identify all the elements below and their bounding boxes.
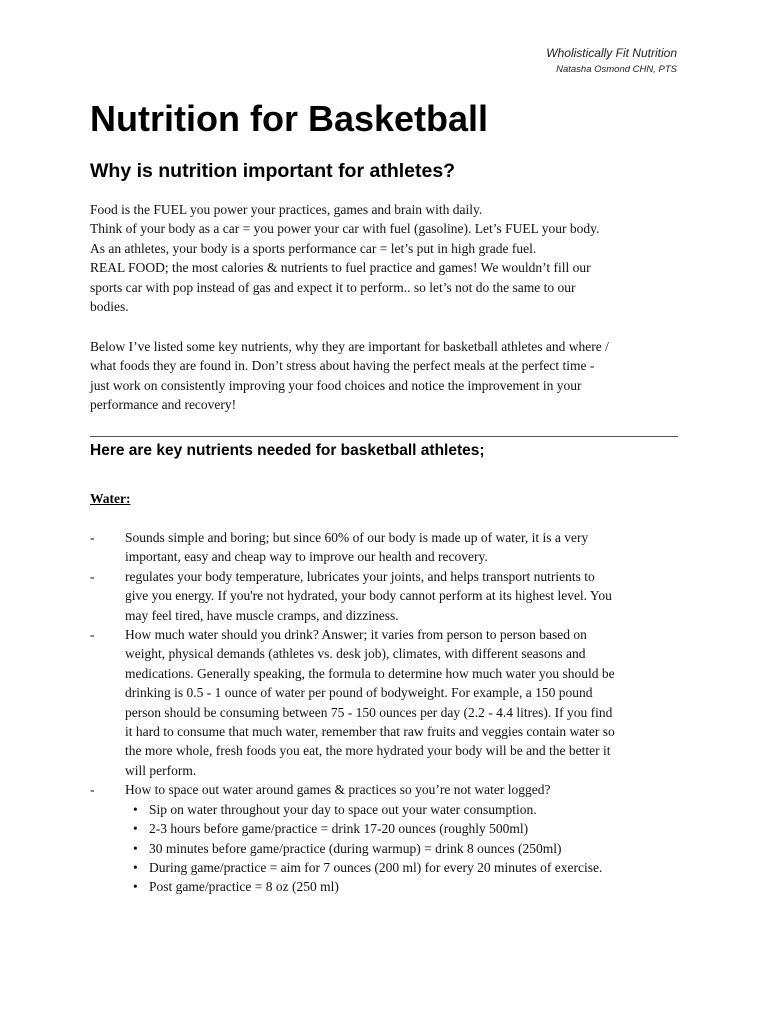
list-item-line: will perform. bbox=[125, 762, 197, 778]
nutrients-intro-line: Below I’ve listed some key nutrients, why they are important for basketball athletes and where / bbox=[90, 339, 609, 354]
list-item bbox=[90, 780, 690, 896]
nutrients-intro-line: performance and recovery! bbox=[90, 397, 237, 413]
bullet-text: During game/practice = aim for 7 ounces (200 ml) for every 20 minutes of exercise. bbox=[149, 859, 603, 875]
bullet-item bbox=[133, 877, 690, 896]
dash-marker: - bbox=[90, 568, 95, 584]
bullet-item bbox=[133, 858, 690, 877]
list-item bbox=[90, 528, 690, 567]
intro-line: REAL FOOD; the most calories & nutrients to fuel practice and games! We wouldn’t fill our bbox=[90, 260, 591, 276]
intro-line: sports car with pop instead of gas and expect it to perform.. so let’s not do the same to our bbox=[90, 279, 576, 295]
dash-marker: - bbox=[90, 530, 95, 545]
intro-line: Food is the FUEL you power your practices, games and brain with daily. bbox=[90, 202, 483, 217]
page-title: Nutrition for Basketball bbox=[90, 98, 489, 139]
dash-marker: - bbox=[90, 627, 95, 643]
header-brand: Wholistically Fit Nutrition bbox=[546, 46, 677, 60]
intro-line: Think of your body as a car = you power your car with fuel (gasoline). Let’s FUEL your body. bbox=[90, 221, 600, 237]
list-item-line: it hard to consume that much water, remember that raw fruits and veggies contain water so bbox=[125, 724, 615, 740]
section-heading: Here are key nutrients needed for basketball athletes; bbox=[90, 442, 485, 459]
list-item-line: weight, physical demands (athletes vs. desk job), climates, with different seasons and bbox=[125, 646, 586, 662]
bullet-marker: • bbox=[133, 801, 138, 817]
list-item-line: the more whole, fresh foods you eat, the more hydrated your body will be and the better it bbox=[125, 743, 611, 759]
bullet-marker: • bbox=[133, 879, 138, 895]
bullet-marker: • bbox=[133, 859, 138, 875]
bullet-item bbox=[133, 819, 690, 838]
horizontal-divider bbox=[90, 436, 678, 437]
header-author: Natasha Osmond CHN, PTS bbox=[556, 64, 677, 75]
list-item-line: How to space out water around games & practices so you’re not water logged? bbox=[125, 782, 551, 798]
list-item bbox=[90, 625, 690, 780]
bullet-item bbox=[133, 800, 690, 819]
page-subtitle: Why is nutrition important for athletes? bbox=[90, 160, 456, 182]
list-item-line: regulates your body temperature, lubricates your joints, and helps transport nutrients to bbox=[125, 568, 595, 584]
bullet-marker: • bbox=[133, 821, 138, 837]
intro-line: As an athletes, your body is a sports performance car = let’s put in high grade fuel. bbox=[90, 240, 537, 256]
bullet-text: Sip on water throughout your day to space out your water consumption. bbox=[149, 801, 537, 817]
list-item-line: drinking is 0.5 - 1 ounce of water per pound of bodyweight. For example, a 150 pound bbox=[125, 685, 593, 701]
list-item-line: important, easy and cheap way to improve our health and recovery. bbox=[125, 549, 488, 565]
dash-marker: - bbox=[90, 782, 95, 798]
water-timing-list bbox=[125, 800, 690, 897]
intro-line: bodies. bbox=[90, 299, 129, 315]
bullet-text: 2-3 hours before game/practice = drink 17-20 ounces (roughly 500ml) bbox=[149, 821, 529, 837]
list-item-line: give you energy. If you're not hydrated, your body cannot perform at its highest level. You bbox=[125, 588, 612, 604]
list-item-line: person should be consuming between 75 - 150 ounces per day (2.2 - 4.4 litres). If you find bbox=[125, 704, 613, 720]
water-heading: Water: bbox=[90, 491, 131, 506]
bullet-marker: • bbox=[133, 840, 138, 856]
bullet-text: Post game/practice = 8 oz (250 ml) bbox=[149, 879, 339, 895]
nutrients-intro-paragraph bbox=[90, 337, 690, 415]
nutrients-intro-line: what foods they are found in. Don’t stress about having the perfect meals at the perfect time - bbox=[90, 358, 595, 374]
list-item bbox=[90, 567, 690, 625]
bullet-item bbox=[133, 839, 690, 858]
intro-paragraph bbox=[90, 200, 690, 316]
list-item-line: How much water should you drink? Answer; it varies from person to person based on bbox=[125, 627, 587, 643]
list-item-line: may feel tired, have muscle cramps, and dizziness. bbox=[125, 607, 399, 623]
bullet-text: 30 minutes before game/practice (during warmup) = drink 8 ounces (250ml) bbox=[149, 840, 562, 856]
water-list bbox=[90, 528, 690, 897]
list-item-line: Sounds simple and boring; but since 60% of our body is made up of water, it is a very bbox=[125, 530, 589, 545]
nutrients-intro-line: just work on consistently improving your food choices and notice the improvement in your bbox=[90, 377, 582, 393]
list-item-line: medications. Generally speaking, the formula to determine how much water you should be bbox=[125, 665, 615, 681]
